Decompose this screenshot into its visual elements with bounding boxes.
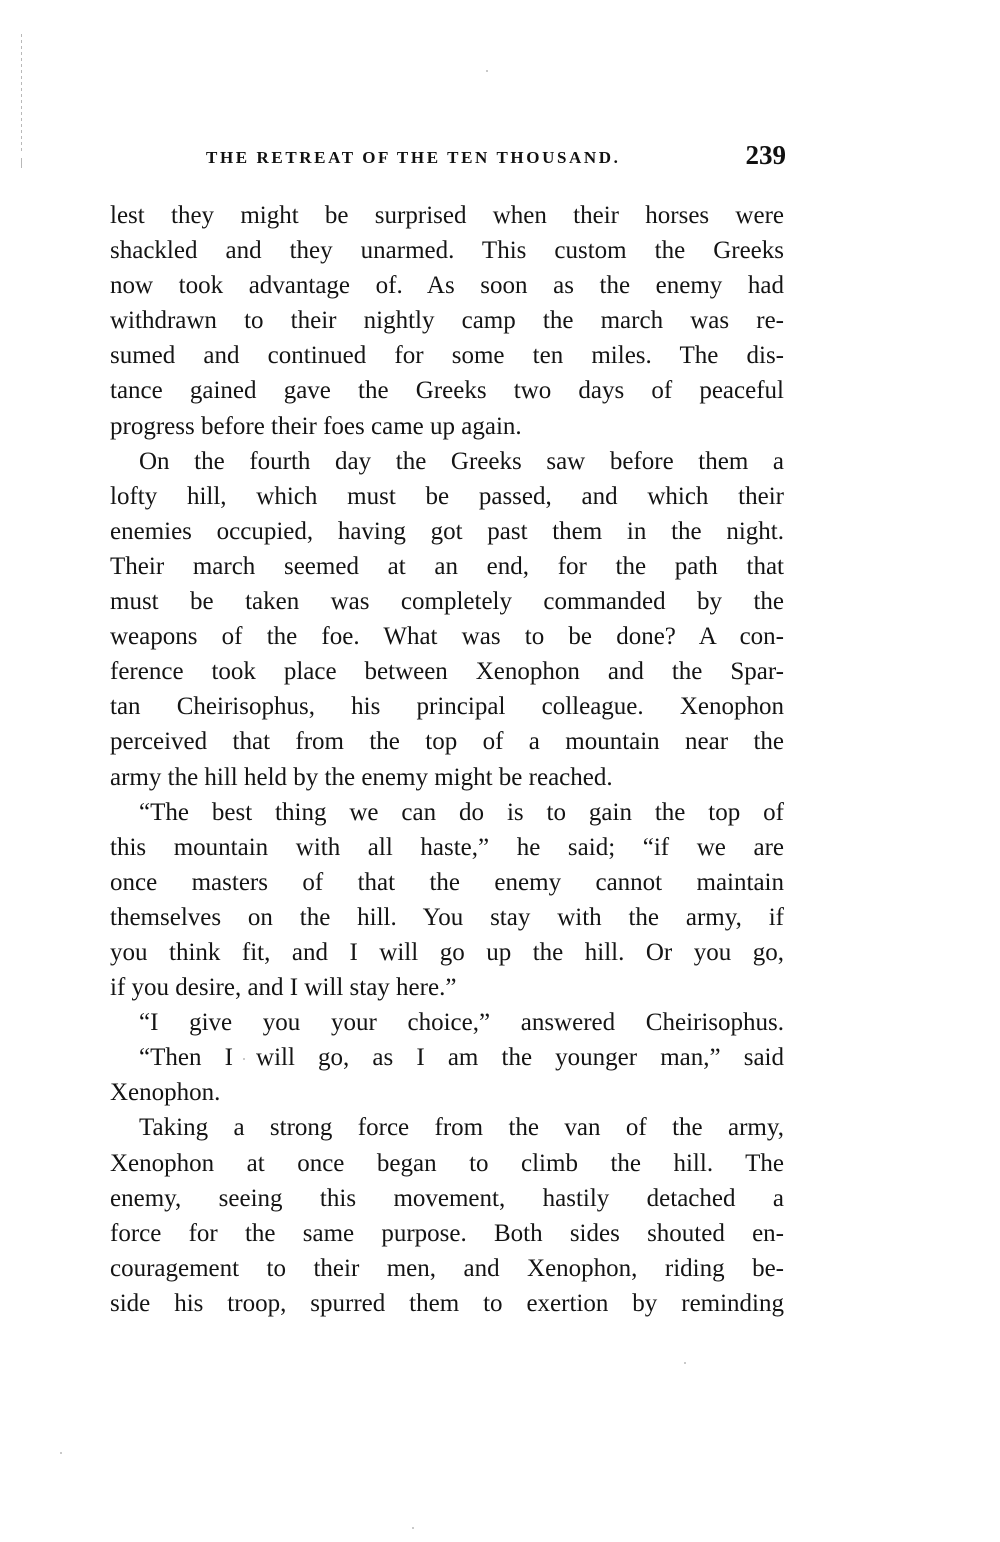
text-line: enemy, seeing this movement, hastily detached a (110, 1184, 784, 1212)
scan-speck (486, 70, 488, 72)
text-line: On the fourth day the Greeks saw before them a (139, 447, 784, 475)
running-head (206, 140, 786, 180)
text-line: weapons of the foe. What was to be done? A con- (110, 623, 784, 651)
text-line: tan Cheirisophus, his principal colleague. Xenophon (110, 693, 784, 721)
text-line: now took advantage of. As soon as the enemy had (110, 272, 784, 300)
page-number: 239 (745, 140, 786, 170)
text-line: progress before their foes came up again. (110, 412, 522, 440)
scan-speck (684, 1362, 686, 1364)
text-line: sumed and continued for some ten miles. The dis- (110, 342, 784, 370)
text-line: themselves on the hill. You stay with the army, if (110, 903, 784, 931)
text-line: once masters of that the enemy cannot maintain (110, 868, 784, 896)
text-line: tance gained gave the Greeks two days of peaceful (110, 377, 784, 405)
text-line: lofty hill, which must be passed, and which their (110, 482, 784, 510)
text-line: if you desire, and I will stay here.” (110, 974, 457, 1002)
body-text (110, 198, 784, 1321)
text-line: this mountain with all haste,” he said; “if we are (110, 833, 784, 861)
text-line: ference took place between Xenophon and the Spar- (110, 658, 784, 686)
scan-speck (60, 1452, 62, 1454)
running-title: THE RETREAT OF THE TEN THOUSAND. (206, 148, 621, 167)
text-line: Xenophon. (110, 1079, 221, 1107)
text-line: you think fit, and I will go up the hill. Or you go, (110, 938, 784, 966)
text-line: must be taken was completely commanded by the (110, 588, 784, 616)
text-line: shackled and they unarmed. This custom the Greeks (110, 237, 784, 265)
text-line: enemies occupied, having got past them in the night. (110, 517, 784, 545)
text-line: perceived that from the top of a mountain near the (110, 728, 784, 756)
text-line: Taking a strong force from the van of the army, (139, 1114, 784, 1142)
text-line: lest they might be surprised when their horses were (110, 202, 784, 229)
text-line: “I give you your choice,” answered Cheirisophus. (139, 1009, 784, 1037)
gutter-scan-mark (21, 34, 22, 152)
text-line: army the hill held by the enemy might be reached. (110, 763, 613, 791)
text-line: Their march seemed at an end, for the path that (110, 552, 784, 580)
text-line: force for the same purpose. Both sides shouted en- (110, 1219, 784, 1247)
scan-speck (412, 1527, 414, 1529)
gutter-scan-mark (21, 158, 22, 168)
text-line: couragement to their men, and Xenophon, riding be- (110, 1254, 784, 1282)
text-line: side his troop, spurred them to exertion by reminding (110, 1289, 784, 1317)
text-line: Xenophon at once began to climb the hill. The (110, 1149, 784, 1177)
text-line: “The best thing we can do is to gain the top of (139, 798, 784, 826)
text-line: withdrawn to their nightly camp the march was re- (110, 307, 784, 335)
text-line: “Then I will go, as I am the younger man,” said (139, 1044, 784, 1072)
